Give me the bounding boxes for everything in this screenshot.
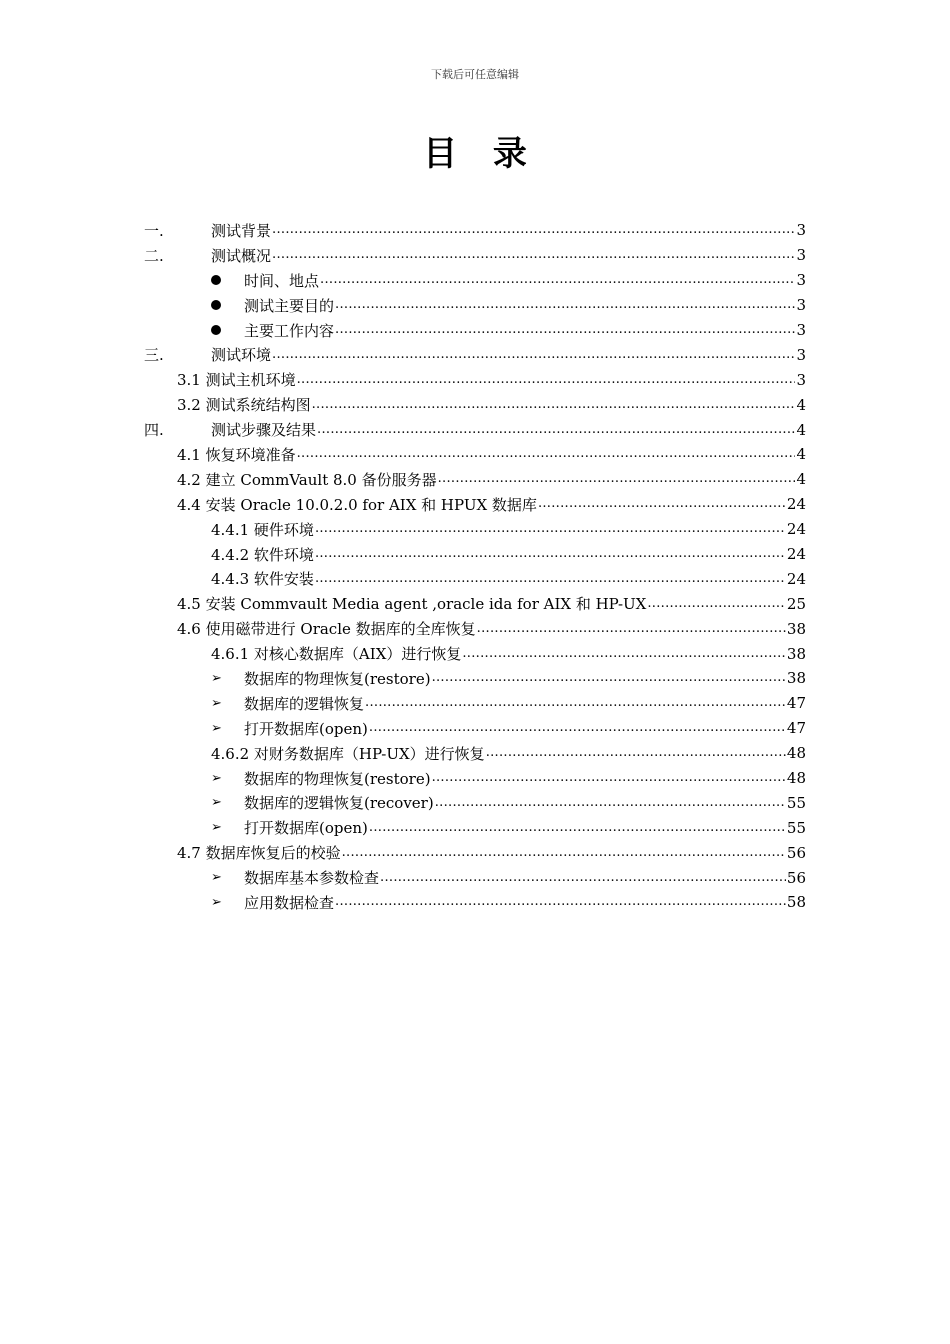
- toc-entry-title: 4.4 安装 Oracle 10.0.2.0 for AIX 和 HPUX 数据库: [177, 495, 537, 514]
- toc-entry[interactable]: [144, 467, 806, 492]
- toc-entry-page: 24: [786, 520, 806, 539]
- toc-entry[interactable]: [144, 890, 806, 915]
- toc-entry[interactable]: [144, 790, 806, 815]
- dot-leader: [486, 746, 786, 760]
- toc-entry-title: 数据库的物理恢复(restore): [244, 669, 431, 688]
- bullet-dot-icon: [211, 300, 244, 310]
- toc-entry[interactable]: [144, 591, 806, 616]
- toc-entry-page: 56: [786, 843, 806, 862]
- toc-entry-title: 4.4.1 硬件环境: [211, 520, 314, 539]
- dot-leader: [369, 821, 786, 835]
- dot-leader: [438, 472, 796, 486]
- toc-entry[interactable]: [144, 492, 806, 517]
- dot-leader: [432, 671, 786, 685]
- dot-leader: [435, 796, 786, 810]
- toc-entry-title: 3.2 测试系统结构图: [177, 396, 311, 415]
- dot-leader: [315, 547, 786, 561]
- dot-leader: [320, 273, 795, 287]
- dot-leader: [312, 398, 796, 412]
- toc-entry-title: 数据库基本参数检查: [244, 869, 380, 888]
- dot-leader: [272, 348, 795, 362]
- toc-entry[interactable]: [144, 517, 806, 542]
- toc-entry[interactable]: [144, 865, 806, 890]
- toc-entry-title: 主要工作内容: [244, 321, 335, 340]
- toc-entry-page: 3: [796, 221, 806, 240]
- toc-entry-page: 24: [786, 569, 806, 588]
- bullet-dot-icon: [211, 325, 244, 335]
- arrow-bullet-icon: ➢: [211, 820, 222, 836]
- toc-entry-title: 4.5 安装 Commvault Media agent ,oracle ida for AIX 和 HP-UX: [177, 595, 647, 614]
- toc-entry[interactable]: [144, 268, 806, 293]
- toc-entry-title: 4.7 数据库恢复后的校验: [177, 844, 341, 863]
- arrow-bullet-icon: ➢: [211, 894, 222, 910]
- toc-entry-page: 55: [786, 818, 806, 837]
- dot-leader: [647, 597, 786, 611]
- toc-entry-page: 24: [786, 495, 806, 514]
- toc-entry[interactable]: [144, 840, 806, 865]
- toc-entry[interactable]: [144, 342, 806, 367]
- bullet-dot-icon: [211, 275, 244, 285]
- toc-entry-title: 4.1 恢复环境准备: [177, 445, 296, 464]
- toc-entry-page: 4: [796, 445, 806, 464]
- toc-entry-title: 4.2 建立 CommVault 8.0 备份服务器: [177, 470, 437, 489]
- table-of-contents: [144, 218, 806, 915]
- toc-entry-page: 3: [796, 370, 806, 389]
- toc-entry-title: 4.4.2 软件环境: [211, 545, 314, 564]
- toc-entry[interactable]: [144, 666, 806, 691]
- toc-entry-title: 应用数据检查: [244, 893, 335, 912]
- toc-entry[interactable]: [144, 417, 806, 442]
- toc-entry-page: 3: [796, 345, 806, 364]
- toc-entry-page: 47: [786, 694, 806, 713]
- toc-entry-page: 24: [786, 545, 806, 564]
- toc-entry-page: 3: [796, 296, 806, 315]
- dot-leader: [335, 323, 795, 337]
- dot-leader: [315, 572, 786, 586]
- toc-entry-page: 3: [796, 321, 806, 339]
- toc-entry[interactable]: [144, 218, 806, 243]
- toc-entry-number: 二.: [144, 246, 164, 265]
- page-title: 目 录: [423, 134, 539, 174]
- dot-leader: [297, 447, 796, 461]
- dot-leader: [335, 895, 786, 909]
- toc-entry-title: 4.6.1 对核心数据库（AIX）进行恢复: [211, 645, 462, 664]
- toc-entry[interactable]: [144, 716, 806, 741]
- toc-entry-page: 58: [786, 893, 806, 912]
- toc-entry-title: 测试背景: [211, 221, 272, 240]
- dot-leader: [538, 497, 786, 511]
- toc-entry-page: 48: [786, 744, 806, 763]
- page-header: 下载后可任意编辑: [431, 68, 519, 81]
- arrow-bullet-icon: ➢: [211, 795, 222, 811]
- toc-entry[interactable]: [144, 293, 806, 318]
- toc-entry-page: 56: [786, 868, 806, 887]
- toc-entry-title: 3.1 测试主机环境: [177, 371, 296, 390]
- toc-entry[interactable]: [144, 318, 806, 343]
- toc-entry-number: 一.: [144, 221, 164, 240]
- toc-entry-title: 4.6.2 对财务数据库（HP-UX）进行恢复: [211, 744, 485, 763]
- toc-entry[interactable]: [144, 741, 806, 766]
- toc-entry[interactable]: [144, 392, 806, 417]
- toc-entry[interactable]: [144, 243, 806, 268]
- toc-entry-page: 47: [786, 719, 806, 738]
- toc-entry-title: 测试概况: [211, 246, 272, 265]
- toc-entry-page: 3: [796, 246, 806, 265]
- toc-entry[interactable]: [144, 566, 806, 591]
- arrow-bullet-icon: ➢: [211, 695, 222, 711]
- dot-leader: [315, 522, 786, 536]
- dot-leader: [477, 622, 786, 636]
- toc-entry-title: 数据库的逻辑恢复(recover): [244, 794, 434, 813]
- dot-leader: [432, 771, 786, 785]
- toc-entry-page: 55: [786, 793, 806, 812]
- toc-entry[interactable]: [144, 367, 806, 392]
- toc-entry-page: 4: [796, 470, 806, 489]
- toc-entry-page: 3: [796, 271, 806, 290]
- dot-leader: [462, 647, 786, 661]
- dot-leader: [369, 721, 786, 735]
- toc-entry-number: 三.: [144, 346, 164, 365]
- toc-entry-title: 4.4.3 软件安装: [211, 570, 314, 589]
- toc-entry[interactable]: [144, 766, 806, 791]
- dot-leader: [335, 298, 795, 312]
- toc-entry-title: 数据库的物理恢复(restore): [244, 769, 431, 788]
- arrow-bullet-icon: ➢: [211, 870, 222, 886]
- toc-entry-page: 4: [796, 420, 806, 439]
- toc-entry-title: 测试步骤及结果: [211, 421, 317, 440]
- toc-entry-title: 测试主要目的: [244, 296, 335, 315]
- toc-entry-number: 四.: [144, 421, 164, 440]
- toc-entry[interactable]: [144, 641, 806, 666]
- toc-entry-page: 38: [786, 669, 806, 688]
- dot-leader: [317, 423, 795, 437]
- dot-leader: [342, 846, 786, 860]
- toc-entry-title: 时间、地点: [244, 271, 320, 290]
- toc-entry-title: 打开数据库(open): [244, 719, 368, 738]
- toc-entry-title: 测试环境: [211, 346, 272, 365]
- toc-entry-title: 数据库的逻辑恢复: [244, 694, 365, 713]
- toc-entry-title: 4.6 使用磁带进行 Oracle 数据库的全库恢复: [177, 620, 476, 639]
- dot-leader: [297, 373, 796, 387]
- toc-entry[interactable]: [144, 691, 806, 716]
- arrow-bullet-icon: ➢: [211, 770, 222, 786]
- toc-entry-page: 38: [786, 619, 806, 638]
- dot-leader: [272, 223, 795, 237]
- dot-leader: [380, 871, 786, 885]
- toc-entry-page: 38: [786, 644, 806, 663]
- toc-entry-title: 打开数据库(open): [244, 819, 368, 838]
- toc-entry[interactable]: [144, 442, 806, 467]
- toc-entry-page: 4: [796, 395, 806, 414]
- toc-entry-page: 25: [786, 594, 806, 613]
- dot-leader: [365, 696, 786, 710]
- dot-leader: [272, 248, 795, 262]
- toc-entry[interactable]: [144, 542, 806, 567]
- toc-entry-page: 48: [786, 769, 806, 788]
- arrow-bullet-icon: ➢: [211, 720, 222, 736]
- toc-entry[interactable]: [144, 815, 806, 840]
- toc-entry[interactable]: [144, 616, 806, 641]
- arrow-bullet-icon: ➢: [211, 670, 222, 686]
